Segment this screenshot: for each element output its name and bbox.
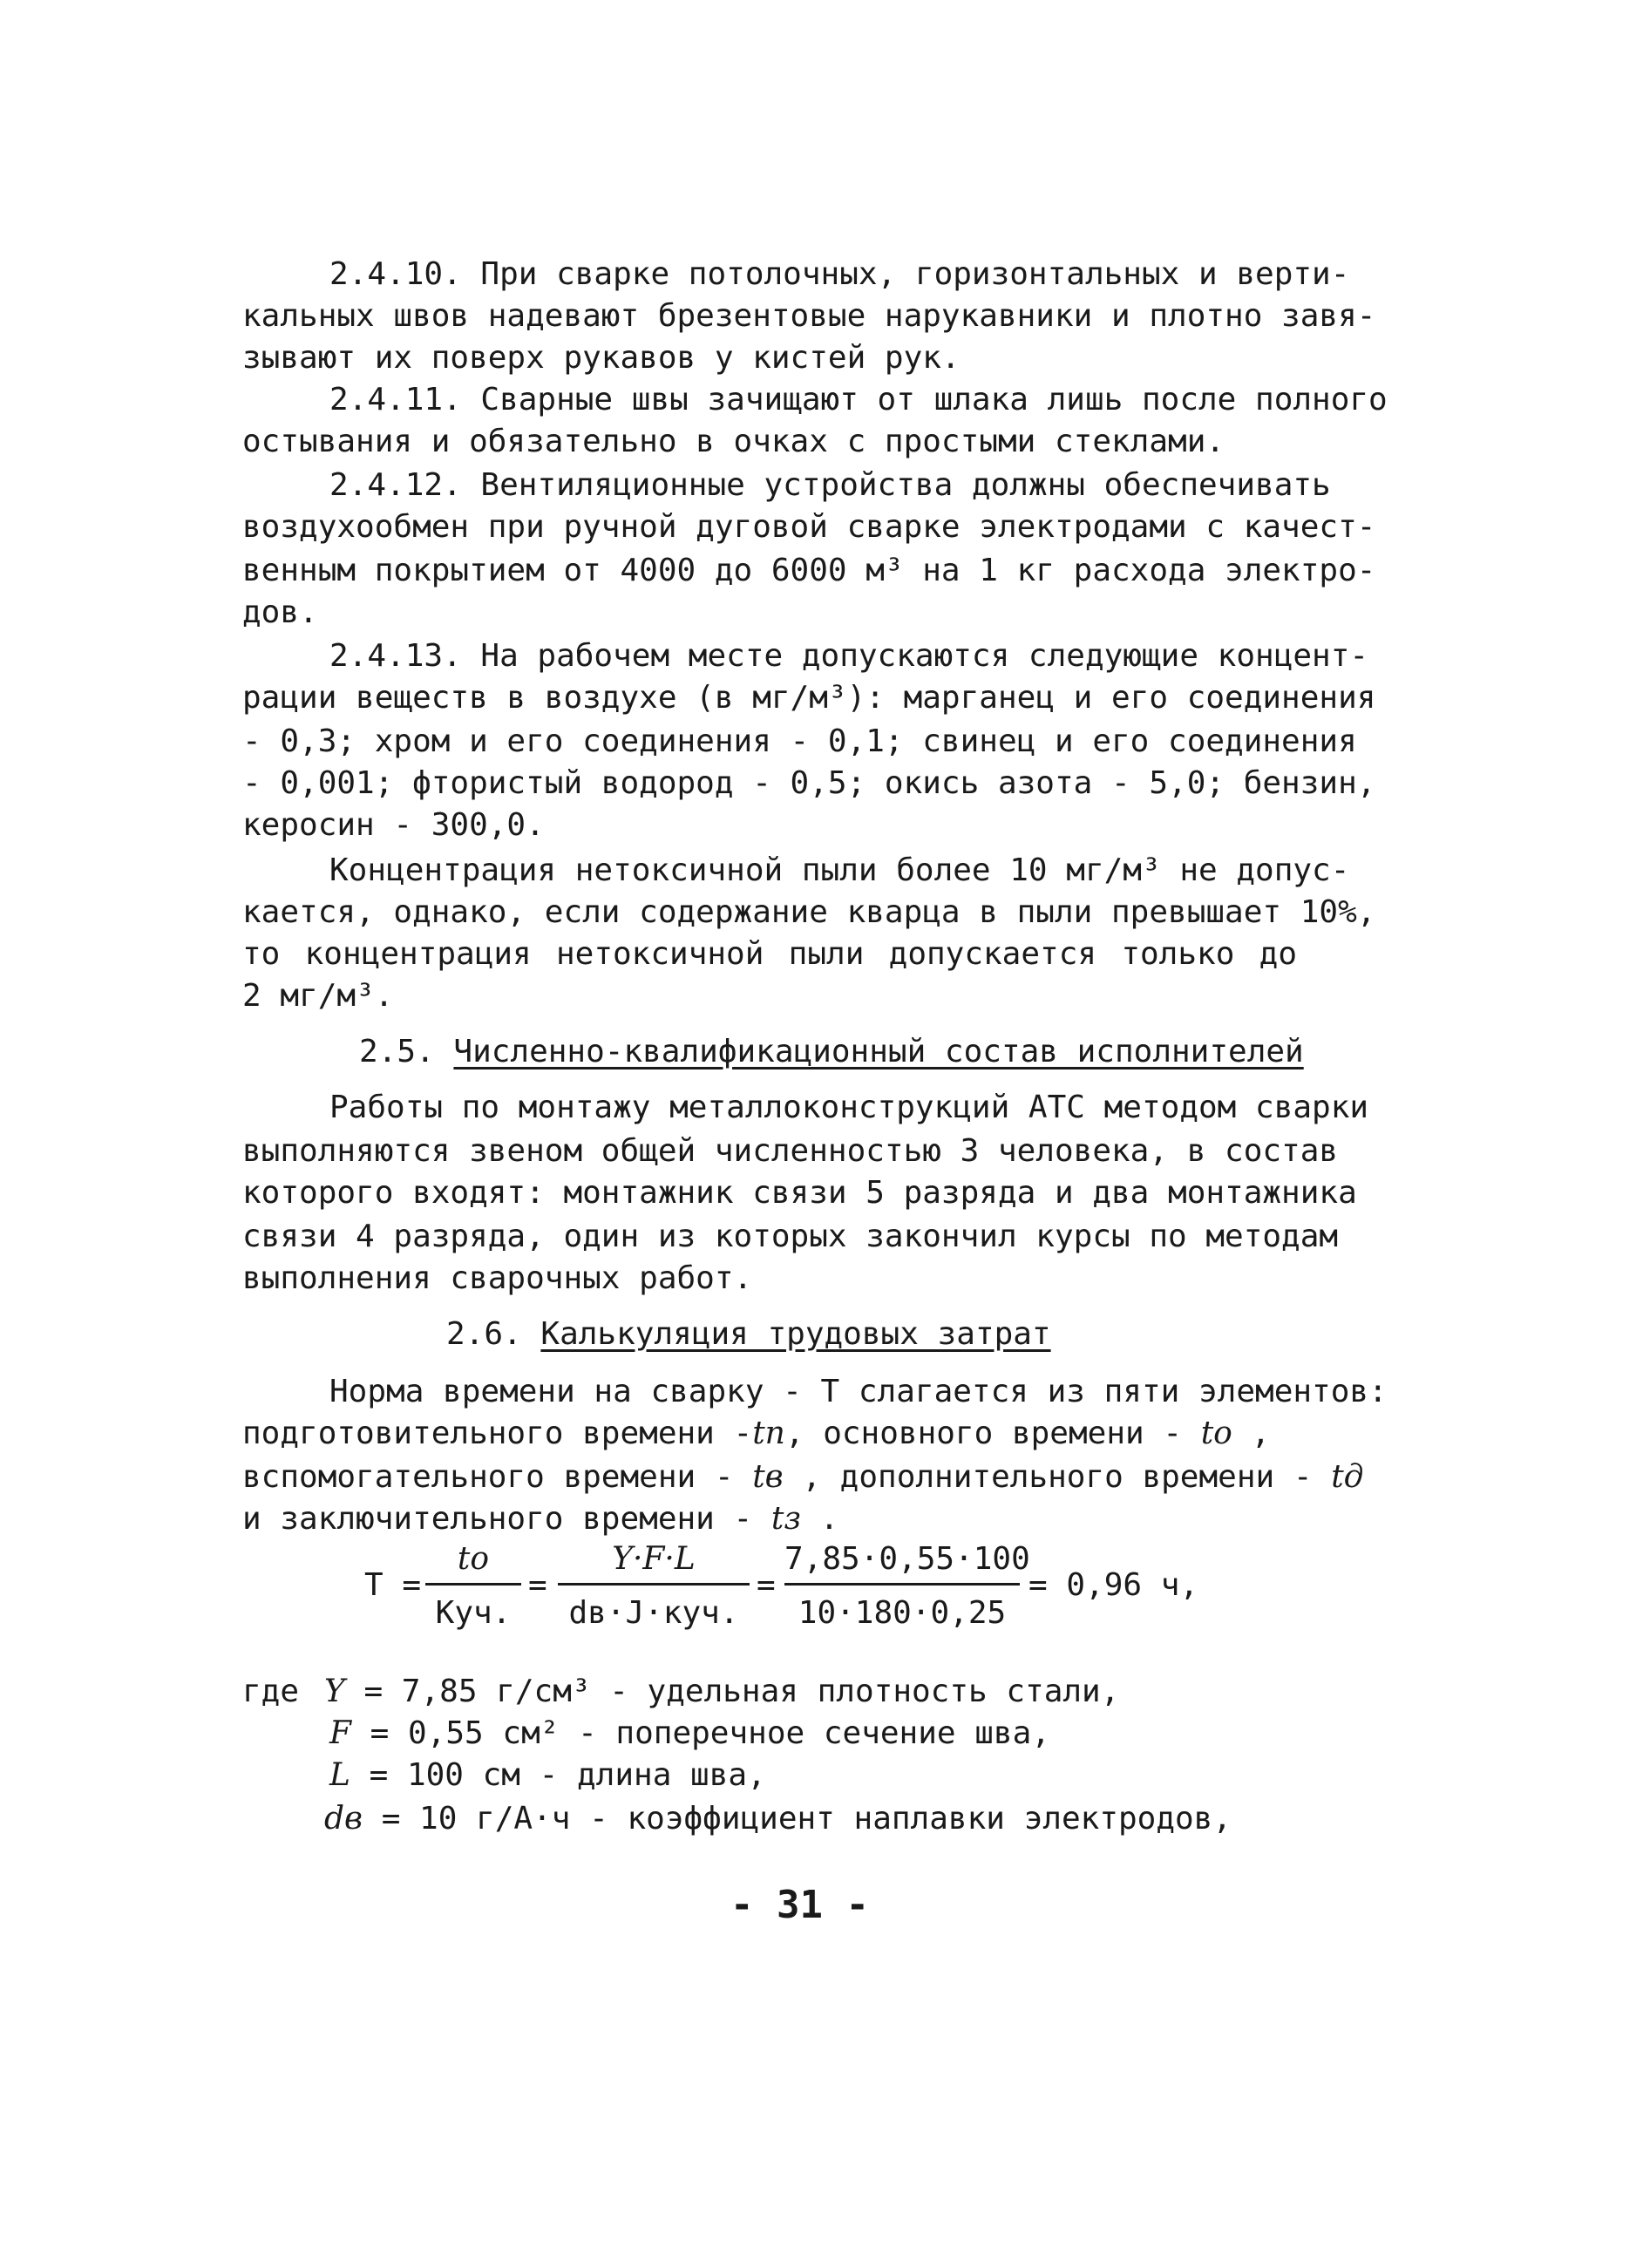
paragraph-2-4-13-line-4: - 0,001; фтористый водород - 0,5; окись азота - 5,0; бензин, bbox=[242, 765, 1376, 801]
section-2-5-line-4: связи 4 разряда, один из которых закончил курсы по методам bbox=[242, 1219, 1339, 1254]
where-row-length bbox=[329, 1755, 766, 1796]
intro-prep-time-text: подготовительного времени - bbox=[242, 1416, 753, 1451]
where-text: = 7,85 г/см³ - удельная плотность стали, bbox=[363, 1674, 1120, 1709]
formula-frac2-numerator: Y·F·L bbox=[612, 1541, 696, 1577]
formula-frac2-denominator: dв·J·куч. bbox=[568, 1595, 739, 1631]
where-row-deposition bbox=[324, 1799, 1232, 1839]
section-2-6-intro-line-3 bbox=[242, 1457, 1364, 1497]
paragraph-2-4-10-line-1: 2.4.10. При сварке потолочных, горизонтальных и верти- bbox=[329, 256, 1350, 292]
paragraph-2-4-12-line-4: дов. bbox=[242, 594, 318, 630]
section-2-6-intro-line-1: Норма времени на сварку - Т слагается из пяти элементов: bbox=[329, 1374, 1388, 1409]
where-symbol: F bbox=[329, 1715, 351, 1751]
formula-frac1-denominator: Куч. bbox=[435, 1595, 512, 1631]
formula-eq-2: = bbox=[528, 1567, 547, 1603]
section-2-5-title: Численно-квалификационный состав исполнителей bbox=[453, 1034, 1304, 1069]
paragraph-dust-line-4: 2 мг/м³. bbox=[242, 978, 394, 1014]
paragraph-2-4-12-line-3: венным покрытием от 4000 до 6000 м³ на 1 кг расхода электро- bbox=[242, 553, 1376, 588]
paragraph-dust-line-2: кается, однако, если содержание кварца в пыли превышает 10%, bbox=[242, 894, 1376, 930]
section-2-5-line-3: которого входят: монтажник связи 5 разряда и два монтажника bbox=[242, 1175, 1357, 1211]
formula-eq-3: = bbox=[757, 1567, 776, 1603]
formula-frac3-numerator: 7,85·0,55·100 bbox=[784, 1541, 1030, 1577]
symbol-tz: tз bbox=[770, 1501, 801, 1537]
paragraph-2-4-12-line-1: 2.4.12. Вентиляционные устройства должны обеспечивать bbox=[329, 467, 1331, 503]
paragraph-dust-line-3: то концентрация нетоксичной пыли допускается только до bbox=[242, 936, 1297, 972]
paragraph-2-4-13-line-3: - 0,3; хром и его соединения - 0,1; свинец и его соединения bbox=[242, 723, 1357, 759]
section-2-5-line-1: Работы по монтажу металлоконструкций АТС методом сварки bbox=[329, 1090, 1369, 1125]
formula-frac2-bar bbox=[558, 1583, 750, 1586]
where-text: = 0,55 см² - поперечное сечение шва, bbox=[370, 1715, 1050, 1751]
formula-result: = 0,96 ч, bbox=[1028, 1567, 1199, 1603]
where-symbol: L bbox=[329, 1757, 350, 1793]
symbol-tv: tв bbox=[752, 1459, 784, 1495]
section-2-5-line-5: выполнения сварочных работ. bbox=[242, 1260, 753, 1296]
paragraph-2-4-13-line-5: керосин - 300,0. bbox=[242, 807, 545, 843]
paragraph-2-4-12-line-2: воздухообмен при ручной дуговой сварке электродами с качест- bbox=[242, 509, 1376, 545]
where-label: где bbox=[242, 1674, 300, 1709]
intro-final-time-text: и заключительного времени - bbox=[242, 1501, 753, 1537]
formula-frac3-denominator: 10·180·0,25 bbox=[798, 1595, 1007, 1631]
section-2-6-number: 2.6. bbox=[446, 1316, 522, 1352]
page-number: - 31 - bbox=[730, 1883, 869, 1927]
formula-frac3-bar bbox=[784, 1583, 1020, 1586]
section-2-5-heading bbox=[359, 1032, 1304, 1072]
where-row-section bbox=[329, 1714, 1050, 1754]
section-2-6-heading bbox=[446, 1314, 1051, 1355]
intro-extra-time-text: , дополнительного времени - bbox=[802, 1459, 1313, 1495]
where-text: = 100 см - длина шва, bbox=[369, 1757, 766, 1793]
section-2-6-intro-line-2: подготовительного времени -tп, основного времени - tо , bbox=[242, 1416, 1271, 1451]
symbol-to: tо bbox=[1200, 1416, 1232, 1451]
section-2-5-line-2: выполняются звеном общей численностью 3 человека, в состав bbox=[242, 1133, 1339, 1169]
formula-frac1-numerator: tо bbox=[457, 1541, 490, 1577]
paragraph-2-4-11-line-1: 2.4.11. Сварные швы зачищают от шлака лишь после полного bbox=[329, 382, 1388, 418]
paragraph-2-4-10-line-3: зывают их поверх рукавов у кистей рук. bbox=[242, 340, 961, 376]
formula-lhs: Т = bbox=[364, 1567, 422, 1603]
symbol-tn: tп bbox=[752, 1416, 785, 1451]
intro-main-time-text: , основного времени - bbox=[784, 1416, 1183, 1451]
where-symbol: Y bbox=[324, 1674, 345, 1709]
where-text: = 10 г/А·ч - коэффициент наплавки электродов, bbox=[381, 1801, 1232, 1837]
intro-aux-time-text: вспомогательного времени - bbox=[242, 1459, 734, 1495]
where-symbol: dв bbox=[324, 1801, 363, 1837]
paragraph-dust-line-1: Концентрация нетоксичной пыли более 10 мг/м³ не допус- bbox=[329, 852, 1350, 888]
where-row-density bbox=[324, 1672, 1119, 1712]
section-2-6-title: Калькуляция трудовых затрат bbox=[540, 1316, 1051, 1352]
formula-frac1-bar bbox=[425, 1583, 521, 1586]
paragraph-2-4-13-line-1: 2.4.13. На рабочем месте допускаются следующие концент- bbox=[329, 638, 1369, 674]
section-2-6-intro-line-4: и заключительного времени - tз . bbox=[242, 1501, 839, 1537]
paragraph-2-4-13-line-2: рации веществ в воздухе (в мг/м³): марганец и его соединения bbox=[242, 680, 1376, 716]
section-2-5-number: 2.5. bbox=[359, 1034, 435, 1069]
symbol-td: tд bbox=[1331, 1459, 1364, 1495]
paragraph-2-4-11-line-2: остывания и обязательно в очках с простыми стеклами. bbox=[242, 424, 1225, 459]
paragraph-2-4-10-line-2: кальных швов надевают брезентовые нарукавники и плотно завя- bbox=[242, 298, 1376, 334]
